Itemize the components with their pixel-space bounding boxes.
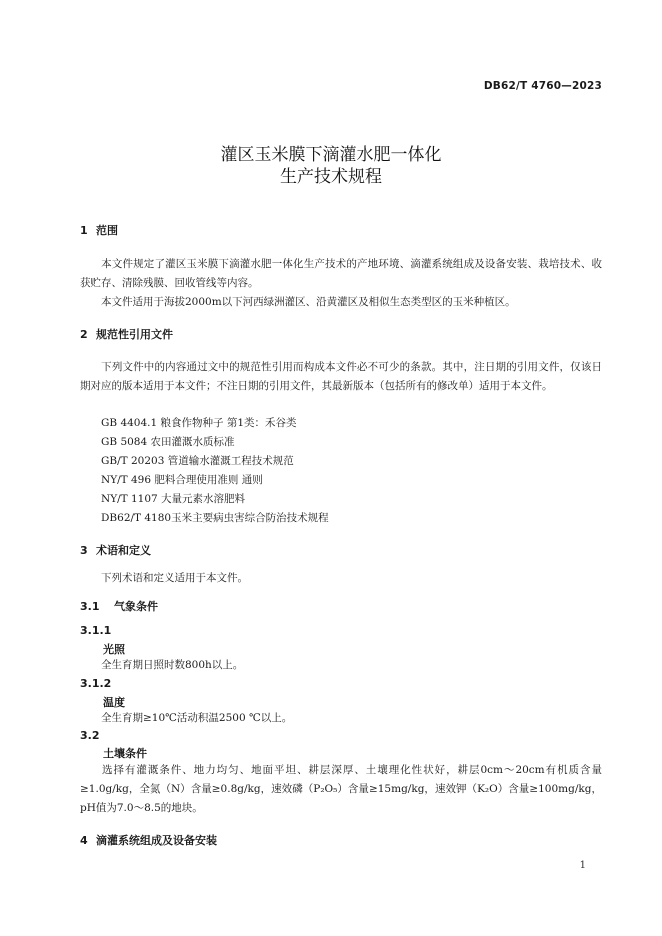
section-3-1-2-number: 3.1.2 bbox=[80, 677, 112, 690]
section-2-paragraph-1-text: 下列文件中的内容通过文中的规范性引用而构成本文件必不可少的条款。其中，注日期的引用文件，仅该日期对应的版本适用于本文件；不注日期的引用文件，其最新版本（包括所有的修改单）适用于本文件。 bbox=[80, 361, 602, 392]
section-4-title: 滴灌系统组成及设备安装 bbox=[96, 834, 217, 847]
section-3-2-term: 土壤条件 bbox=[103, 747, 147, 760]
reference-item: GB 4404.1 粮食作物种子 第1类：禾谷类 bbox=[101, 417, 297, 429]
section-1-heading bbox=[80, 222, 118, 238]
reference-item: DB62/T 4180玉米主要病虫害综合防治技术规程 bbox=[101, 512, 329, 524]
section-3-number: 3 bbox=[80, 544, 88, 557]
section-1-paragraph-2 bbox=[80, 293, 602, 312]
reference-item: GB/T 20203 管道输水灌溉工程技术规范 bbox=[101, 455, 294, 467]
section-2-number: 2 bbox=[80, 328, 88, 341]
section-3-2-number: 3.2 bbox=[80, 729, 100, 742]
section-1-paragraph-1-text: 本文件规定了灌区玉米膜下滴灌水肥一体化生产技术的产地环境、滴灌系统组成及设备安装、栽培技术、收获贮存、清除残膜、回收管线等内容。 bbox=[80, 258, 602, 289]
reference-item: GB 5084 农田灌溉水质标准 bbox=[101, 436, 235, 448]
section-3-1-1-term: 光照 bbox=[103, 643, 125, 656]
section-4-number: 4 bbox=[80, 834, 88, 847]
section-3-paragraph-1: 下列术语和定义适用于本文件。 bbox=[101, 572, 248, 584]
section-3-1-title: 气象条件 bbox=[114, 600, 158, 613]
page-number: 1 bbox=[579, 860, 586, 871]
section-3-1-1-number: 3.1.1 bbox=[80, 624, 112, 637]
section-4-heading bbox=[80, 832, 217, 848]
section-1-title: 范围 bbox=[96, 224, 118, 237]
section-3-2-definition-text: 选择有灌溉条件、地力均匀、地面平坦、耕层深厚、土壤理化性状好，耕层0cm～20cm有机质含量≥1.0g/kg，全氮（N）含量≥0.8g/kg，速效磷（P₂O₅）含量≥15mg/kg，速效钾（K₂O）含量≥100mg/kg，pH值为7.0～8.5的地块。 bbox=[80, 764, 602, 814]
reference-item: NY/T 496 肥料合理使用准则 通则 bbox=[101, 474, 263, 486]
reference-item: NY/T 1107 大量元素水溶肥料 bbox=[101, 493, 246, 505]
section-1-paragraph-1 bbox=[80, 255, 602, 293]
section-3-1-heading bbox=[80, 598, 158, 614]
section-1-paragraph-2-text: 本文件适用于海拔2000m以下河西绿洲灌区、沿黄灌区及相似生态类型区的玉米种植区。 bbox=[101, 296, 516, 308]
document-title-line1: 灌区玉米膜下滴灌水肥一体化 bbox=[220, 145, 442, 165]
document-title-line2: 生产技术规程 bbox=[280, 167, 382, 187]
section-3-1-1-definition: 全生育期日照时数800h以上。 bbox=[101, 659, 244, 671]
standard-code: DB62/T 4760—2023 bbox=[483, 80, 602, 92]
section-3-1-2-definition: 全生育期≥10℃活动积温2500 ℃以上。 bbox=[101, 712, 293, 724]
section-3-heading bbox=[80, 542, 151, 558]
section-2-title: 规范性引用文件 bbox=[96, 328, 173, 341]
section-3-title: 术语和定义 bbox=[96, 544, 151, 557]
section-3-1-number: 3.1 bbox=[80, 600, 100, 613]
section-1-number: 1 bbox=[80, 224, 88, 237]
section-3-2-definition bbox=[80, 761, 602, 818]
section-2-paragraph-1 bbox=[80, 358, 602, 396]
section-2-heading bbox=[80, 326, 173, 342]
section-3-1-2-term: 温度 bbox=[103, 696, 125, 709]
